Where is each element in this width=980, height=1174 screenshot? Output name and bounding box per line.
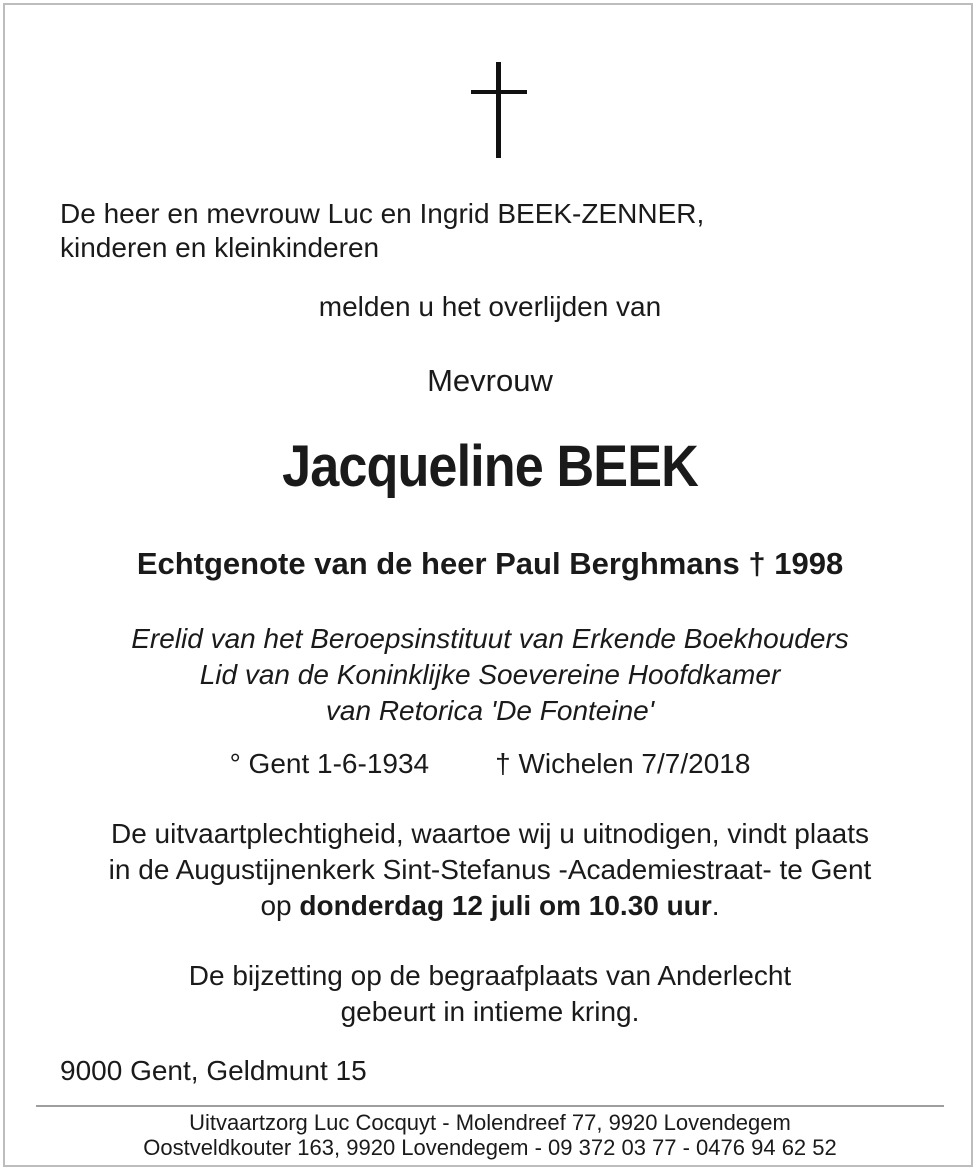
footer-block — [0, 1110, 980, 1160]
announcers-block — [60, 197, 704, 265]
ceremony-line-2: in de Augustijnenkerk Sint-Stefanus -Academiestraat- te Gent — [108, 854, 872, 885]
ceremony-prefix: op — [260, 890, 300, 921]
announce-text: melden u het overlijden van — [318, 291, 662, 322]
burial-line-2: gebeurt in intieme kring. — [340, 996, 640, 1027]
ceremony-block — [0, 816, 980, 924]
burial-line-1: De bijzetting op de begraafplaats van Anderlecht — [188, 960, 792, 991]
honors-line-3: van Retorica 'De Fonteine' — [325, 695, 655, 726]
announcers-line-2: kinderen en kleinkinderen — [60, 232, 380, 263]
birth-date: ° Gent 1-6-1934 — [229, 748, 430, 779]
ceremony-line-3 — [0, 888, 980, 924]
ceremony-suffix: . — [711, 890, 720, 921]
ceremony-datetime: donderdag 12 juli om 10.30 uur — [299, 890, 712, 921]
deceased-name-wrap — [0, 432, 980, 502]
deceased-name: Jacqueline BEEK — [282, 434, 698, 499]
footer-line-1: Uitvaartzorg Luc Cocquyt - Molendreef 77, 9920 Lovendegem — [189, 1110, 791, 1135]
burial-block — [0, 958, 980, 1030]
announcers-line-1: De heer en mevrouw Luc en Ingrid BEEK-ZENNER, — [60, 198, 705, 229]
cross-icon — [471, 62, 527, 158]
footer-line-2: Oostveldkouter 163, 9920 Lovendegem - 09 372 03 77 - 0476 94 62 52 — [143, 1135, 837, 1160]
footer-divider — [36, 1105, 944, 1107]
title: Mevrouw — [427, 363, 553, 398]
spouse-line: Echtgenote van de heer Paul Berghmans † 1998 — [136, 546, 844, 581]
honors-line-1: Erelid van het Beroepsinstituut van Erkende Boekhouders — [131, 623, 849, 654]
honors-line-2: Lid van de Koninklijke Soevereine Hoofdkamer — [199, 659, 781, 690]
address: 9000 Gent, Geldmunt 15 — [60, 1055, 367, 1086]
death-date: † Wichelen 7/7/2018 — [495, 748, 751, 779]
dates-line — [0, 746, 980, 782]
ceremony-line-1: De uitvaartplechtigheid, waartoe wij u uitnodigen, vindt plaats — [110, 818, 869, 849]
honors-block — [0, 621, 980, 729]
